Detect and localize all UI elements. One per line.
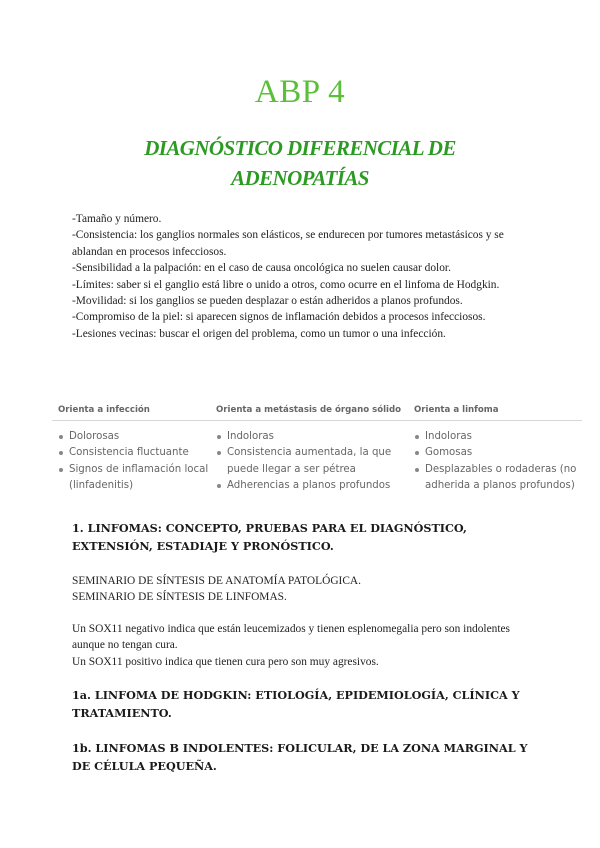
criterion-sensitivity: -Sensibilidad a la palpación: en el caso de causa oncológica no suelen causar dolor. — [72, 262, 451, 275]
criterion-consistency: -Consistencia: los ganglios normales son elásticos, se endurecen por tumores metastásicos y se ablandan en procesos infecciosos. — [72, 229, 504, 258]
list-item: Adherencias a planos profundos — [216, 478, 410, 494]
seminar-linfomas: SEMINARIO DE SÍNTESIS DE LINFOMAS. — [72, 591, 287, 604]
differential-table — [52, 398, 582, 494]
criterion-lesions: -Lesiones vecinas: buscar el origen del problema, como un tumor o una infección. — [72, 327, 446, 340]
sox11-negative: Un SOX11 negativo indica que están leucemizados y tienen esplenomegalia pero son indolentes aunque no tengan cura. — [72, 623, 510, 652]
list-item: Indoloras — [216, 429, 410, 445]
table-body-row — [52, 421, 582, 494]
header-metastasis: Orienta a metástasis de órgano sólido — [216, 405, 402, 415]
seminar-anatomia: SEMINARIO DE SÍNTESIS DE ANATOMÍA PATOLÓGICA. — [72, 575, 362, 587]
header-infection: Orienta a infección — [58, 405, 150, 415]
abp-title: ABP 4 — [254, 74, 346, 110]
metastasis-column — [211, 429, 410, 494]
criteria-list — [72, 211, 542, 342]
list-item: Consistencia fluctuante — [58, 445, 211, 461]
list-item: Dolorosas — [58, 429, 211, 445]
seminar-links — [72, 573, 542, 606]
table-header-row — [52, 398, 582, 421]
section-1-heading: 1. LINFOMAS: CONCEPTO, PRUEBAS PARA EL DIAGNÓSTICO, EXTENSIÓN, ESTADIAJE Y PRONÓSTICO. — [72, 521, 467, 553]
criterion-skin: -Compromiso de la piel: si aparecen signos de inflamación debidos a procesos infecciosos. — [72, 311, 486, 324]
main-title — [0, 133, 600, 193]
criterion-limits: -Límites: saber si el ganglio está libre o unido a otros, como ocurre en el linfoma de Hodgkin. — [72, 278, 500, 291]
list-item: Desplazables o rodaderas (no adherida a planos profundos) — [414, 462, 582, 495]
lymphoma-column — [410, 429, 582, 494]
main-title-line-2: ADENOPATÍAS — [231, 166, 369, 190]
list-item: Indoloras — [414, 429, 582, 445]
header-lymphoma: Orienta a linfoma — [414, 405, 499, 415]
list-item: Gomosas — [414, 445, 582, 461]
sox11-positive: Un SOX11 positivo indica que tienen cura pero son muy agresivos. — [72, 655, 379, 668]
section-1a-heading: 1a. LINFOMA DE HODGKIN: ETIOLOGÍA, EPIDEMIOLOGÍA, CLÍNICA Y TRATAMIENTO. — [72, 688, 520, 720]
section-1b-heading: 1b. LINFOMAS B INDOLENTES: FOLICULAR, DE LA ZONA MARGINAL Y DE CÉLULA PEQUEÑA. — [72, 741, 528, 773]
list-item: Consistencia aumentada, la que puede llegar a ser pétrea — [216, 445, 410, 478]
criterion-mobility: -Movilidad: si los ganglios se pueden desplazar o están adheridos a planos profundos. — [72, 295, 463, 308]
infection-column — [52, 429, 211, 494]
criterion-size: -Tamaño y número. — [72, 213, 162, 225]
main-title-line-1: DIAGNÓSTICO DIFERENCIAL DE — [144, 136, 456, 160]
list-item: Signos de inflamación local (linfadenitis) — [58, 462, 211, 495]
sox11-notes — [72, 621, 542, 670]
